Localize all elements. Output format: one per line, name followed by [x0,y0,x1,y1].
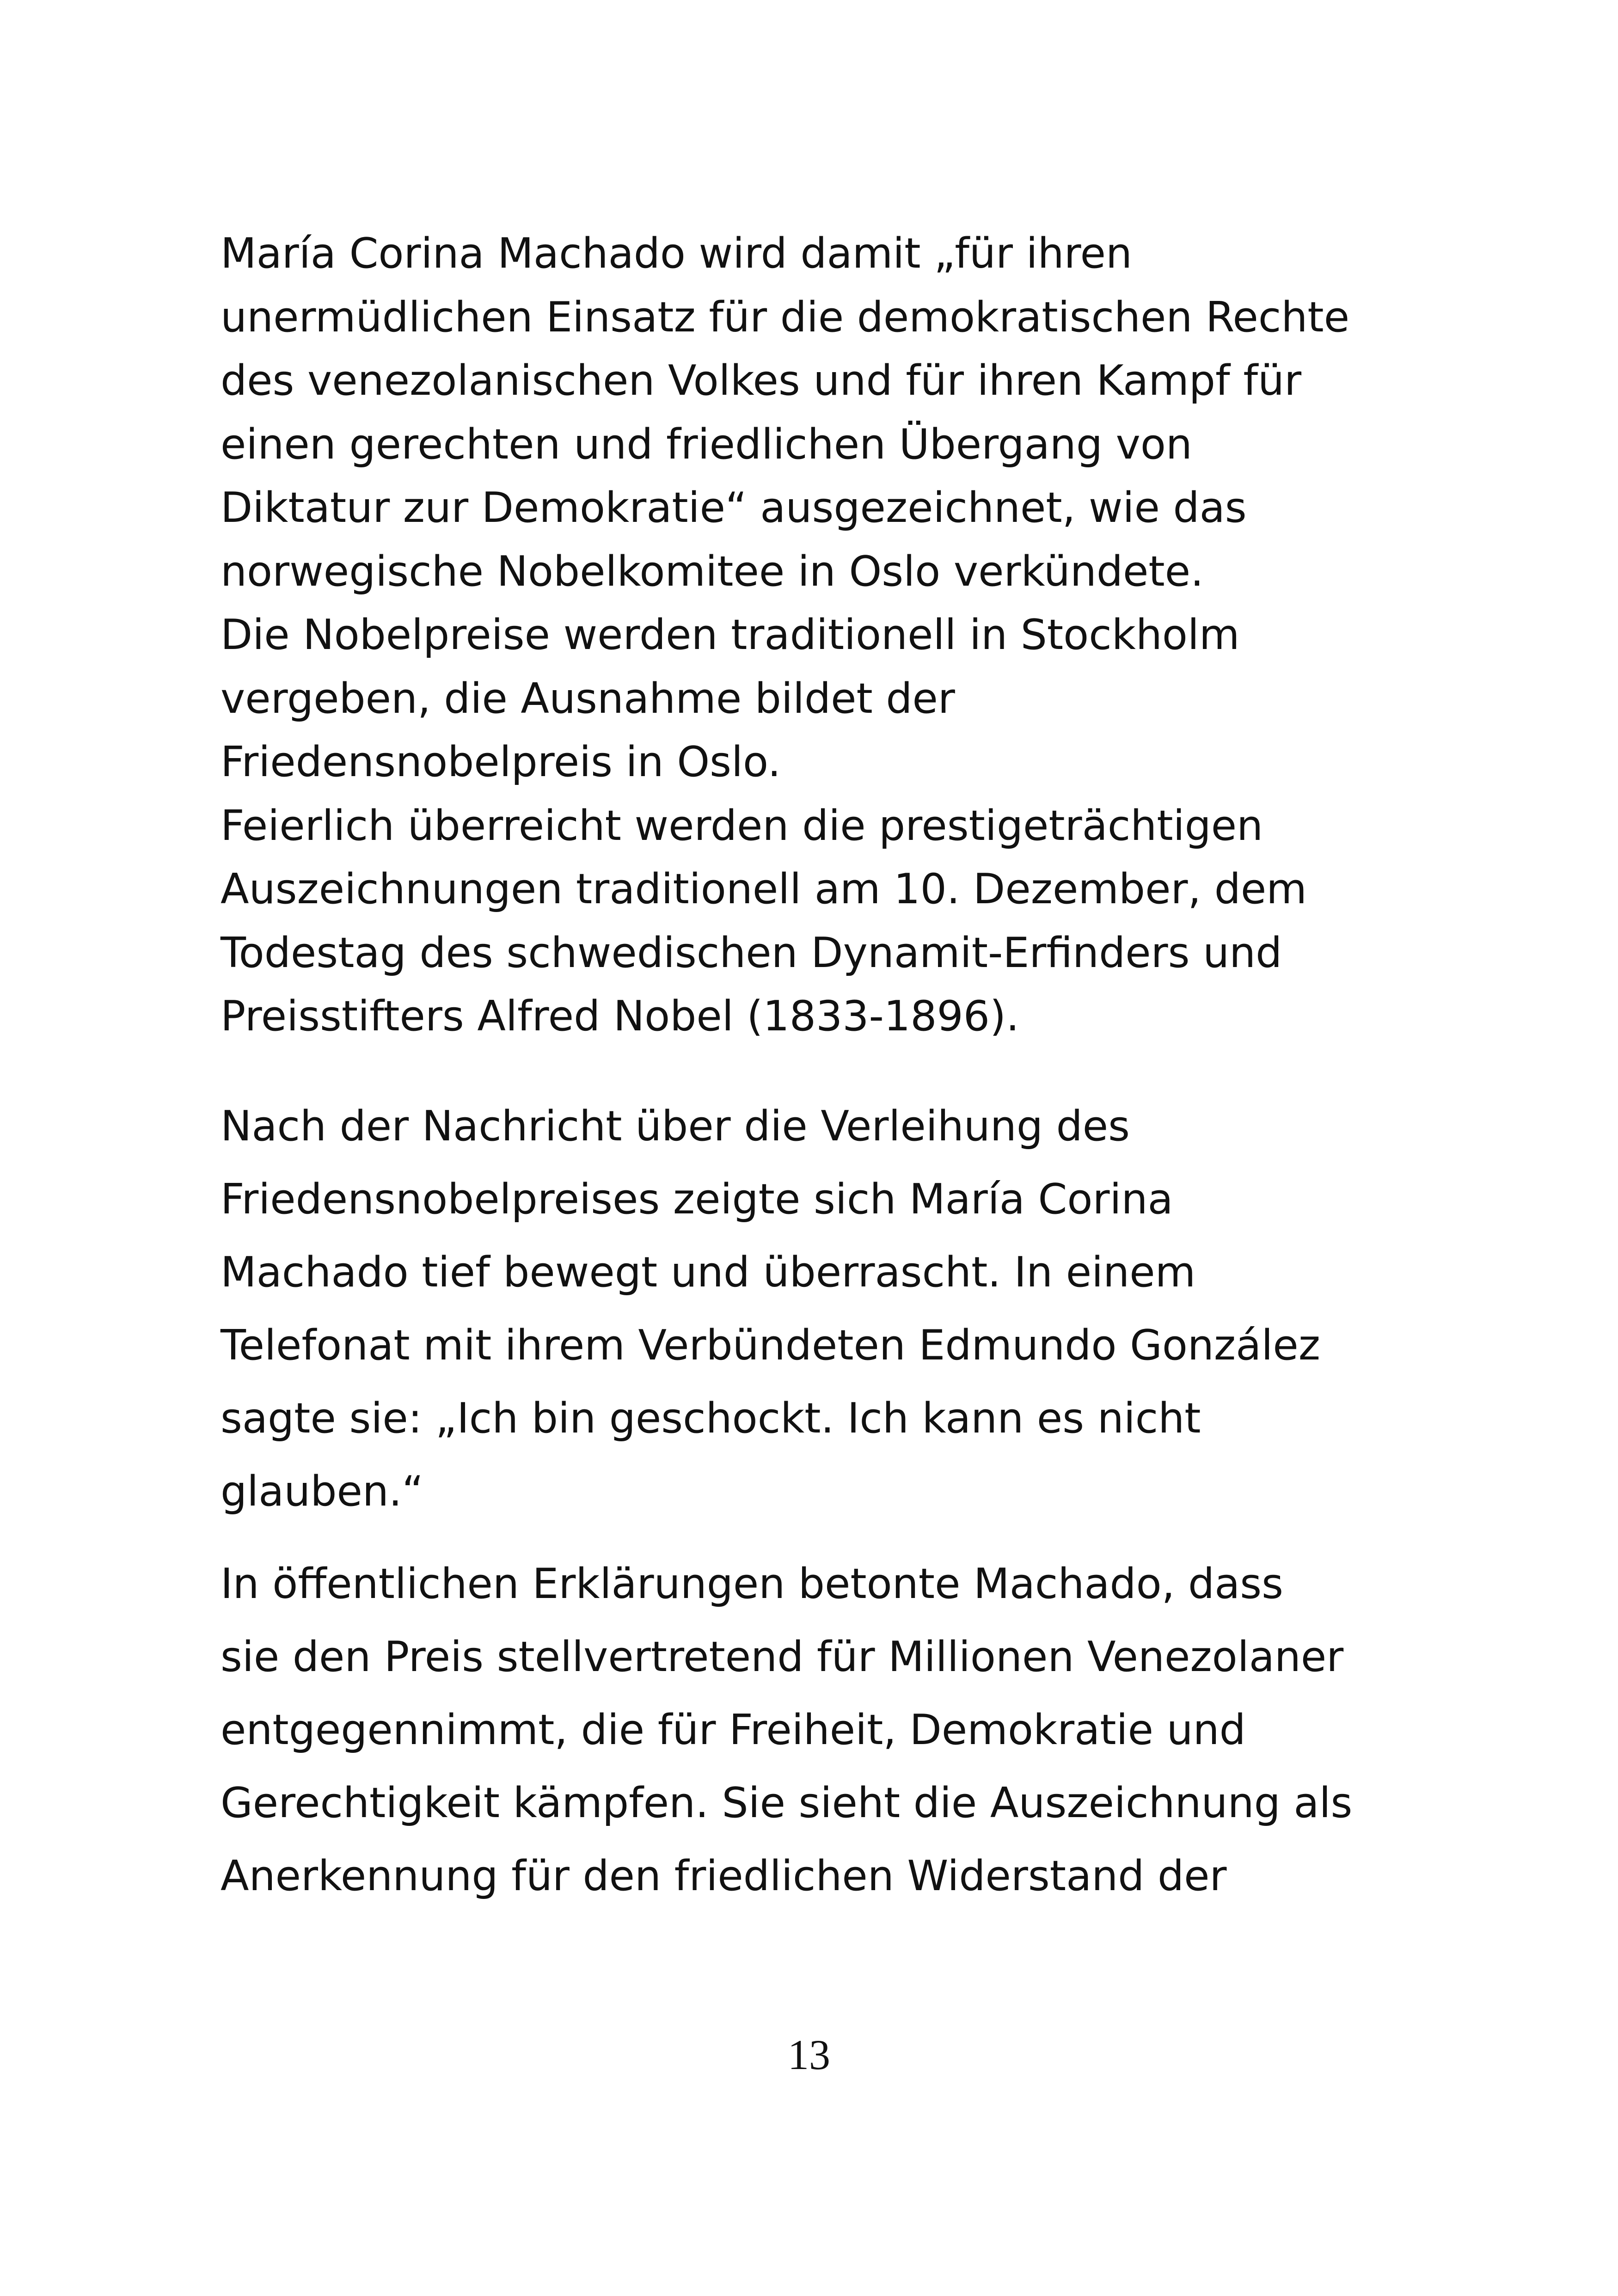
paragraph-reaction [221,1090,1413,1913]
text-line: Diktatur zur Demokratie“ ausgezeichnet, wie das [221,484,1247,532]
text-line: Die Nobelpreise werden traditionell in Stockholm [221,611,1240,659]
text-line: des venezolanischen Volkes und für ihren Kampf für [221,356,1302,405]
page-number: 13 [788,2031,830,2078]
text-line: Telefonat mit ihrem Verbündeten Edmundo González [221,1321,1320,1370]
text-line: In öffentlichen Erklärungen betonte Machado, dass [221,1559,1283,1608]
text-line: norwegische Nobelkomitee in Oslo verkündete. [221,547,1204,596]
text-line: vergeben, die Ausnahme bildet der [221,674,955,723]
text-line: Gerechtigkeit kämpfen. Sie sieht die Auszeichnung als [221,1778,1353,1827]
text-line: glauben.“ [221,1467,424,1516]
text-line: Friedensnobelpreis in Oslo. [221,738,781,786]
text-line: Friedensnobelpreises zeigte sich María Corina [221,1175,1173,1224]
text-line: Anerkennung für den friedlichen Widerstand der [221,1851,1227,1900]
text-line: unermüdlichen Einsatz für die demokratischen Rechte [221,293,1350,342]
text-line: einen gerechten und friedlichen Übergang von [221,420,1192,469]
text-line: Todestag des schwedischen Dynamit-Erfinders und [221,928,1282,977]
text-line: Feierlich überreicht werden die prestigeträchtigen [221,801,1263,850]
text-line: María Corina Machado wird damit „für ihren [221,229,1133,278]
text-line: Nach der Nachricht über die Verleihung des [221,1102,1130,1151]
text-line: sagte sie: „Ich bin geschockt. Ich kann es nicht [221,1394,1201,1443]
body-text [221,222,1413,1913]
paragraph-award-announcement [221,222,1413,1048]
text-line: Auszeichnungen traditionell am 10. Dezember, dem [221,865,1307,913]
text-line: Preisstifters Alfred Nobel (1833-1896). [221,992,1019,1041]
text-line: entgegennimmt, die für Freiheit, Demokratie und [221,1705,1246,1754]
text-line: sie den Preis stellvertretend für Millionen Venezolaner [221,1632,1344,1681]
text-line: Machado tief bewegt und überrascht. In einem [221,1248,1196,1297]
